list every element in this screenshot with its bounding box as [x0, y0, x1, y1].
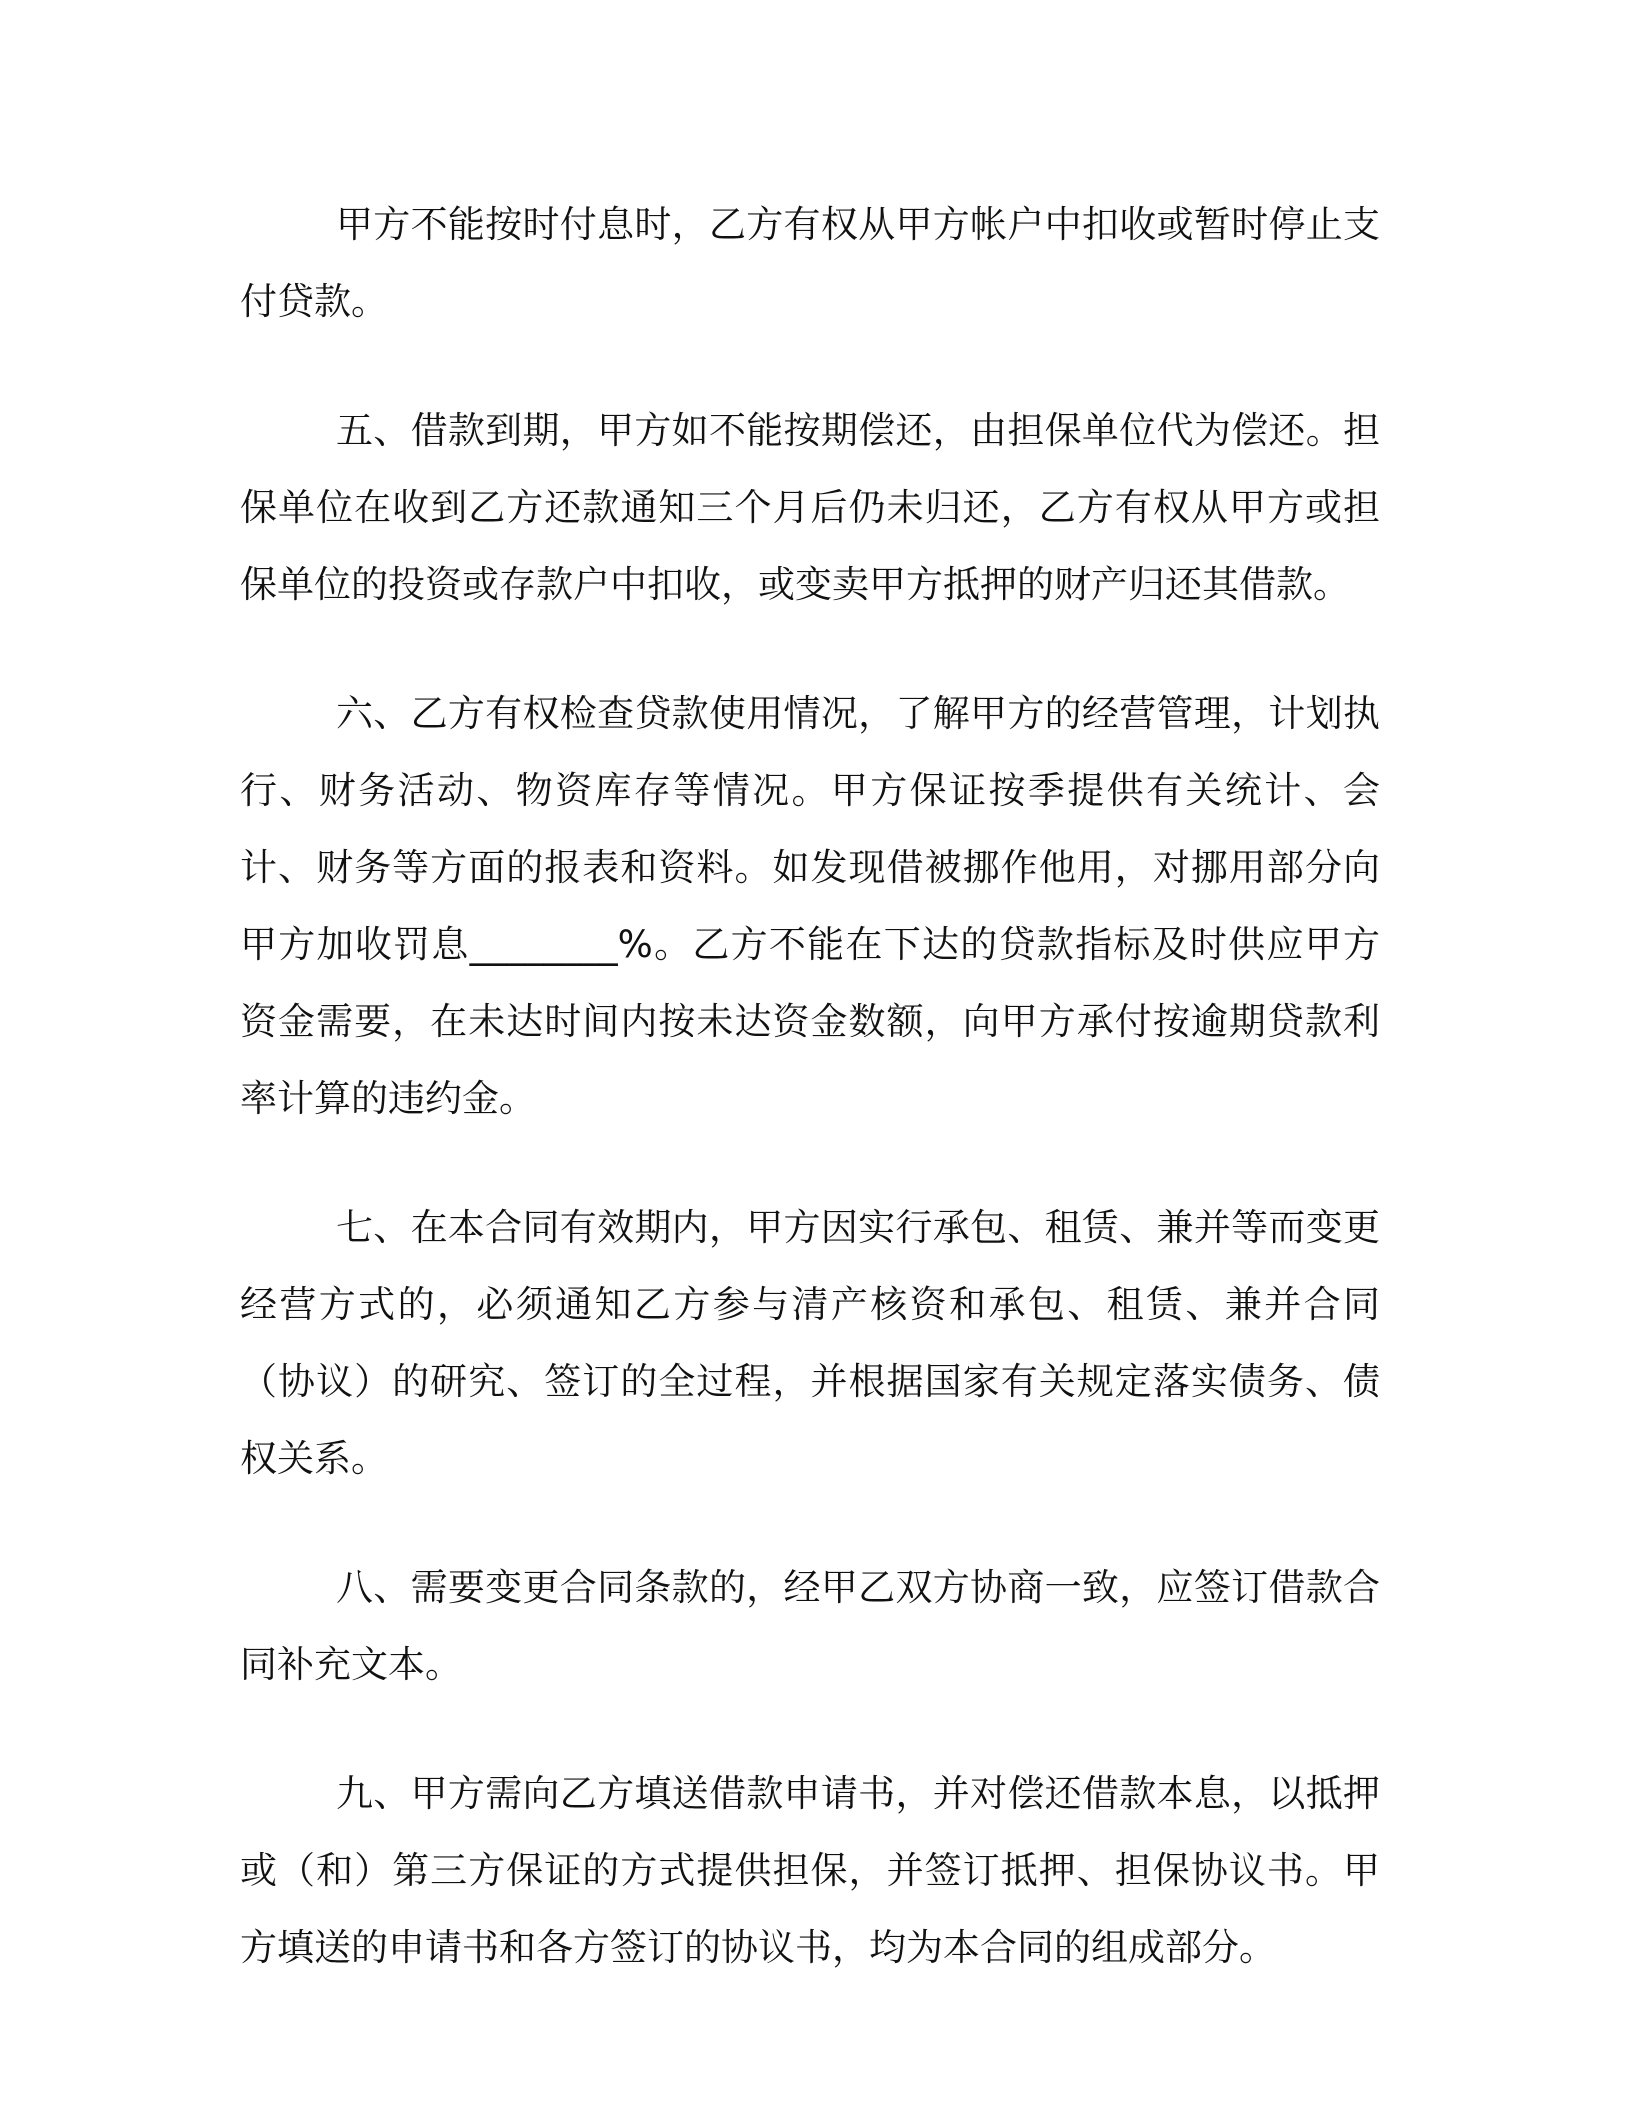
contract-body [240, 186, 1380, 2038]
paragraph-interest-payment: 甲方不能按时付息时，乙方有权从甲方帐户中扣收或暂时停止支付贷款。 [240, 203, 1380, 323]
paragraph-clause-5: 五、借款到期，甲方如不能按期偿还，由担保单位代为偿还。担保单位在收到乙方还款通知三个月后仍未归还，乙方有权从甲方或担保单位的投资或存款户中扣收，或变卖甲方抵押的财产归还其借款。 [240, 409, 1380, 606]
paragraph-clause-7: 七、在本合同有效期内，甲方因实行承包、租赁、兼并等而变更经营方式的，必须通知乙方参与清产核资和承包、租赁、兼并合同（协议）的研究、签订的全过程，并根据国家有关规定落实债务、债权关系。 [240, 1206, 1380, 1480]
paragraph-clause-9: 九、甲方需向乙方填送借款申请书，并对偿还借款本息，以抵押或（和）第三方保证的方式提供担保，并签订抵押、担保协议书。甲方填送的申请书和各方签订的协议书，均为本合同的组成部分。 [240, 1772, 1380, 1969]
paragraph-clause-8: 八、需要变更合同条款的，经甲乙双方协商一致，应签订借款合同补充文本。 [240, 1566, 1380, 1686]
paragraph-clause-6: 六、乙方有权检查贷款使用情况，了解甲方的经营管理，计划执行、财务活动、物资库存等情况。甲方保证按季提供有关统计、会计、财务等方面的报表和资料。如发现借被挪作他用，对挪用部分向甲方加收罚息________%。乙方不能在下达的贷款指标及时供应甲方资金需要，在未达时间内按未达资金数额，向甲方承付按逾期贷款利率计算的违约金。 [240, 692, 1380, 1120]
